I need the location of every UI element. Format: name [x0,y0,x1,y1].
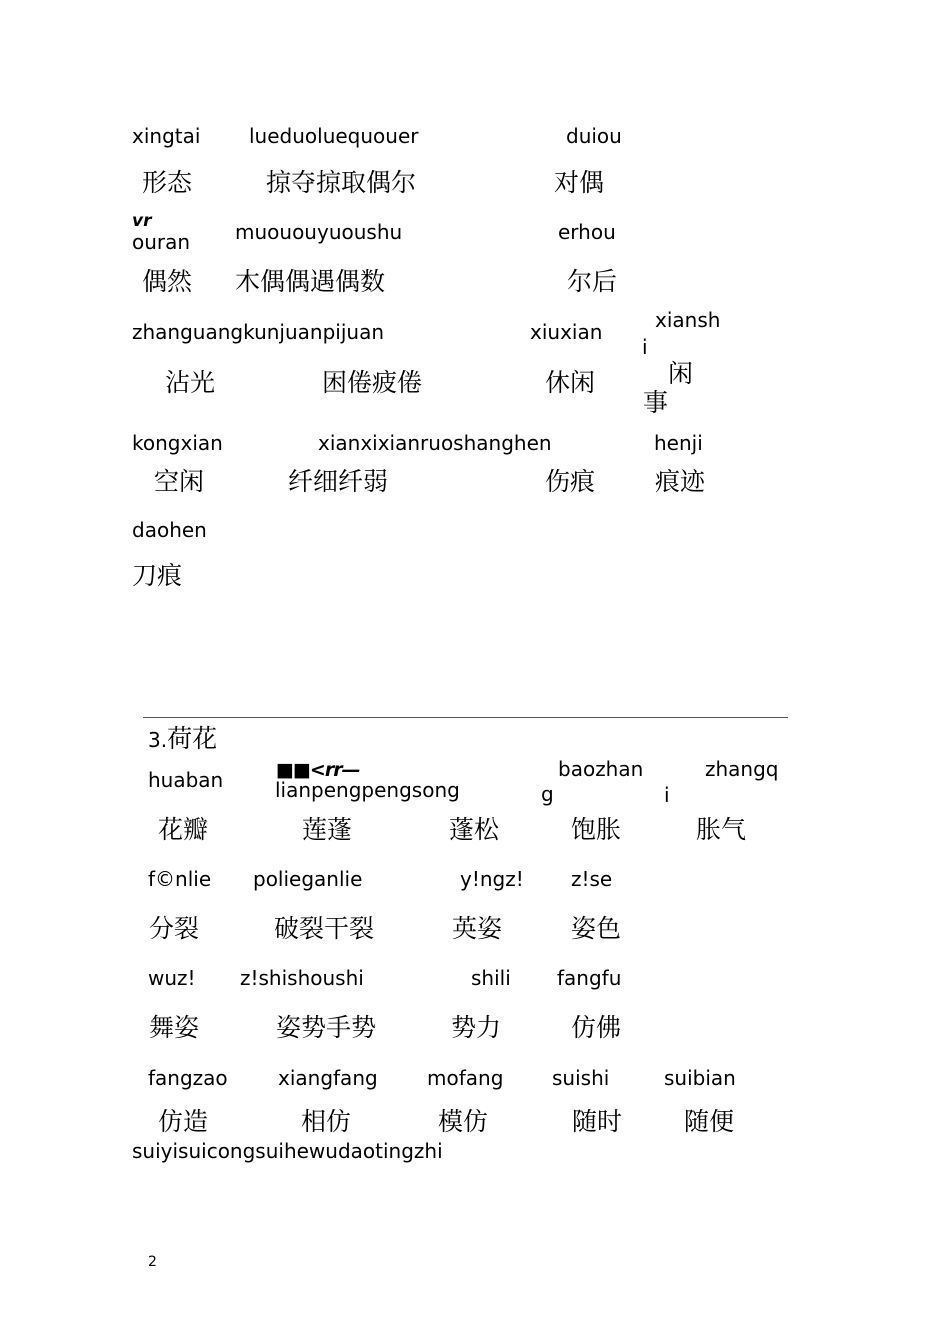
pinyin-text: muououyuoushu [235,220,403,244]
pinyin-text: suibian [664,1066,736,1090]
pinyin-text: zhanguangkunjuanpijuan [132,320,385,344]
hanzi-word: 姿势手势 [276,1013,377,1042]
hanzi-word: 舞姿 [149,1013,200,1042]
hanzi-word: 胀气 [696,815,747,844]
hanzi-word: 饱胀 [571,815,622,844]
hanzi-word: 尔后 [567,267,618,296]
pinyin-text: daohen [132,518,207,542]
pinyin-text: fangzao [148,1066,228,1090]
hanzi-word: 沾光 [165,368,216,397]
pinyin-text: xingtai [132,124,201,148]
hanzi-word: 掠夺掠取偶尔 [266,168,417,197]
hanzi-word: 事 [643,388,669,417]
pinyin-text: shili [471,966,511,990]
heading-title: 荷花 [167,724,218,753]
clipped-pinyin [541,782,557,806]
pinyin-text: xiuxian [530,320,603,344]
hanzi-word: 对偶 [554,168,605,197]
section-heading [148,726,217,751]
hanzi-word: 模仿 [438,1107,489,1136]
pinyin-text: duiou [566,124,622,148]
stray-mark: vr [132,211,152,231]
pinyin-text: polieganlie [253,867,363,891]
pinyin-text: z!se [571,867,613,891]
pinyin-text: baozhan [558,757,644,781]
pinyin-text: z!shishoushi [240,966,364,990]
hanzi-word: 伤痕 [545,467,596,496]
pinyin-text: xiansh [655,308,721,332]
pinyin-text: fangfu [557,966,622,990]
hanzi-word: 英姿 [452,914,503,943]
hanzi-word: 困倦疲倦 [322,368,423,397]
hanzi-word: 分裂 [149,914,200,943]
pinyin-text: kongxian [132,431,223,455]
hanzi-word: 随便 [684,1107,735,1136]
pinyin-text: xianxixianruoshanghen [318,431,552,455]
hanzi-word: 木偶偶遇偶数 [235,267,386,296]
pinyin-text: f©nlie [148,867,212,891]
heading-number: 3. [148,728,168,752]
pinyin-text: suishi [552,1066,610,1090]
hanzi-word: 破裂干裂 [274,914,375,943]
hanzi-word: 随时 [572,1107,623,1136]
hanzi-word: 刀痕 [132,561,183,590]
pinyin-text: erhou [558,220,616,244]
pinyin-text: henji [654,431,703,455]
clipped-hanzi [643,388,673,417]
pinyin-text: zhangq [705,757,779,781]
hanzi-word: 仿造 [158,1107,209,1136]
hanzi-word: 痕迹 [655,467,706,496]
pinyin-text: xiangfang [278,1066,378,1090]
pinyin-text: lianpengpengsong [275,778,460,802]
pinyin-text: wuz! [148,966,196,990]
stray-mark: ■■<rr— [276,759,360,781]
hanzi-word: 姿色 [571,914,622,943]
hanzi-word: 空闲 [154,467,205,496]
hanzi-word: 相仿 [301,1107,352,1136]
pinyin-text: huaban [148,768,224,792]
hanzi-word: 蓬松 [449,815,500,844]
pinyin-text: suiyisuicongsuihewudaotingzhi [132,1139,443,1163]
hanzi-word: 休闲 [545,368,596,397]
page-number: 2 [148,1254,157,1270]
pinyin-text: y!ngz! [460,867,524,891]
hanzi-word: 莲蓬 [302,815,353,844]
hanzi-word: 偶然 [142,267,193,296]
pinyin-text: i [642,335,648,359]
pinyin-text: i [664,783,670,807]
section-divider [143,717,788,718]
hanzi-word: 势力 [451,1013,502,1042]
hanzi-word: 闲 [668,359,694,388]
pinyin-text: mofang [427,1066,504,1090]
hanzi-word: 仿佛 [571,1013,622,1042]
hanzi-word: 形态 [142,168,193,197]
hanzi-word: 纤细纤弱 [288,467,389,496]
pinyin-text: lueduoluequouer [249,124,419,148]
hanzi-word: 花瓣 [158,815,209,844]
pinyin-text: ouran [132,230,191,254]
pinyin-text: g [541,782,554,806]
